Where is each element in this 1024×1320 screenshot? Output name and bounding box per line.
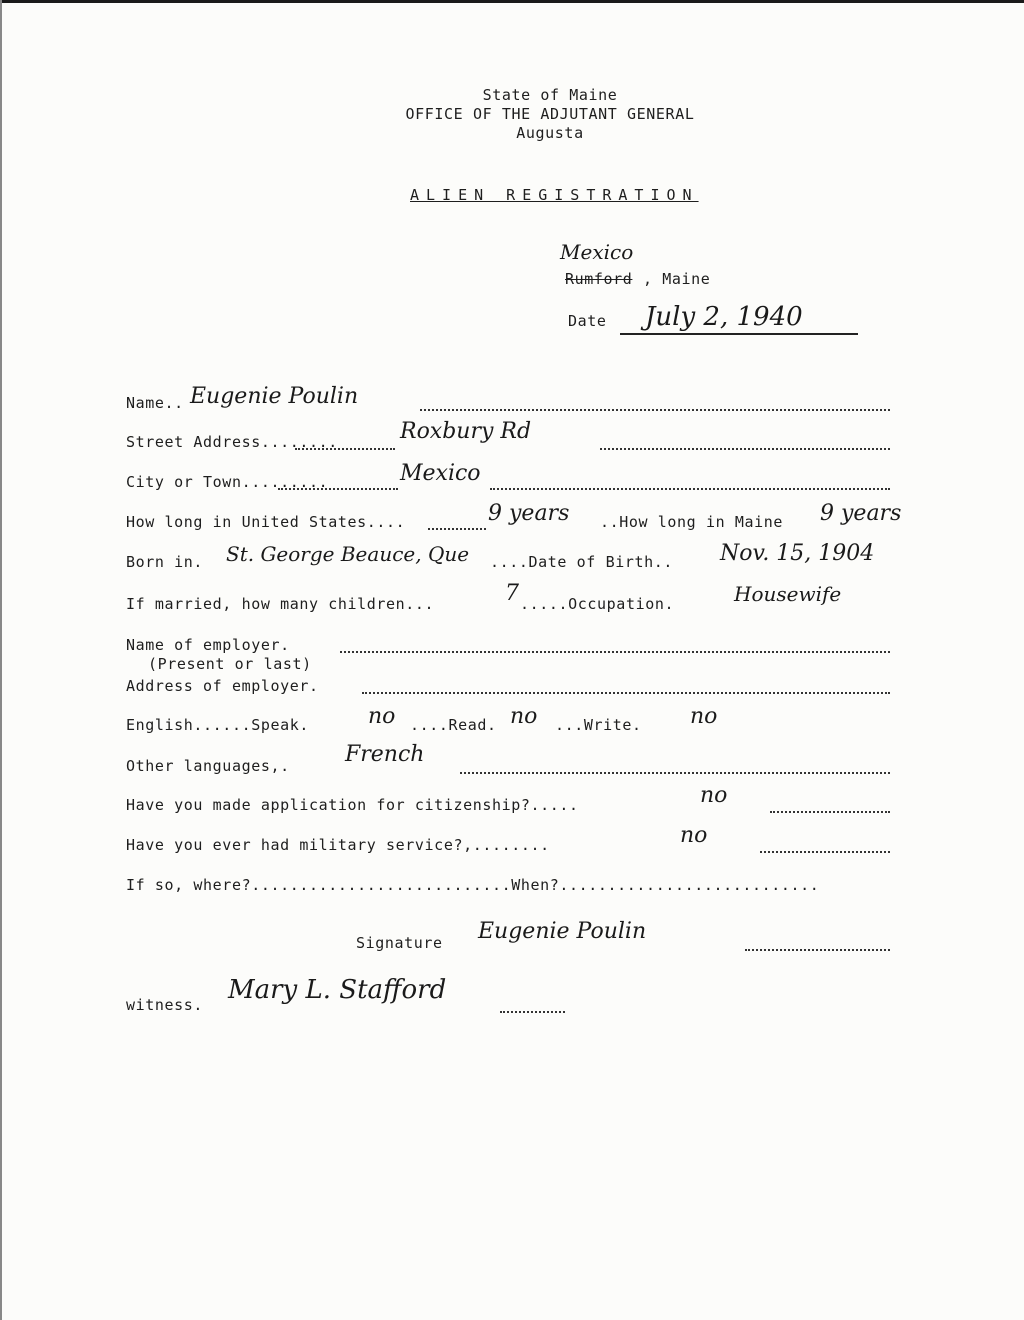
value-how-long-maine: 9 years <box>820 501 902 526</box>
leader-dots <box>600 448 890 450</box>
place-state: , Maine <box>643 270 711 288</box>
header-city: Augusta <box>516 124 584 142</box>
label-where-when: If so, where?...........................When?........................... <box>126 876 820 894</box>
label-how-long-us: How long in United States.... <box>126 513 406 531</box>
label-how-long-maine: ..How long in Maine <box>600 513 783 531</box>
value-read: no <box>510 704 538 729</box>
value-street: Roxbury Rd <box>400 419 532 444</box>
leader-dots <box>760 851 890 853</box>
leader-dots <box>362 692 890 694</box>
place-correction: Mexico <box>560 240 634 264</box>
value-name: Eugenie Poulin <box>190 384 359 409</box>
label-city: City or Town......... <box>126 473 329 491</box>
value-write: no <box>690 704 718 729</box>
label-write: ...Write. <box>555 716 642 734</box>
label-read: ....Read. <box>410 716 497 734</box>
value-signature: Eugenie Poulin <box>478 919 647 944</box>
date-value: July 2, 1940 <box>645 302 803 332</box>
value-dob: Nov. 15, 1904 <box>720 541 875 566</box>
label-employer: Name of employer. <box>126 636 290 654</box>
label-citizenship: Have you made application for citizenship?..... <box>126 796 579 814</box>
scan-edge <box>0 0 2 1320</box>
date-label: Date <box>568 312 607 330</box>
leader-dots <box>745 949 890 951</box>
label-street: Street Address........ <box>126 433 338 451</box>
leader-dots <box>420 409 890 411</box>
value-city: Mexico <box>400 461 481 486</box>
header-office: OFFICE OF THE ADJUTANT GENERAL <box>405 105 695 123</box>
label-english: English......Speak. <box>126 716 309 734</box>
leader-dots <box>340 651 890 653</box>
label-military: Have you ever had military service?,........ <box>126 836 550 854</box>
value-speak: no <box>368 704 396 729</box>
place-typed: Rumford <box>565 270 633 288</box>
leader-dots <box>278 488 398 490</box>
date-underline <box>620 333 858 335</box>
value-how-long-us: 9 years <box>488 501 570 526</box>
header-state: State of Maine <box>482 86 618 104</box>
scan-edge <box>0 0 1024 3</box>
leader-dots <box>500 1011 565 1013</box>
value-military: no <box>680 823 708 848</box>
leader-dots <box>490 488 890 490</box>
label-employer-note: (Present or last) <box>148 655 312 673</box>
leader-dots <box>460 772 890 774</box>
label-witness: witness. <box>126 996 204 1014</box>
label-occupation: .....Occupation. <box>520 595 675 613</box>
leader-dots <box>428 528 486 530</box>
label-other-languages: Other languages,. <box>126 757 290 775</box>
label-employer-address: Address of employer. <box>126 677 319 695</box>
value-witness: Mary L. Stafford <box>228 975 447 1005</box>
leader-dots <box>295 448 395 450</box>
label-born-in: Born in. <box>126 553 204 571</box>
label-name: Name.. <box>126 394 184 412</box>
value-occupation: Housewife <box>734 582 842 606</box>
label-children: If married, how many children... <box>126 595 435 613</box>
label-dob: ....Date of Birth.. <box>490 553 673 571</box>
value-citizenship: no <box>700 783 728 808</box>
value-children: 7 <box>505 581 519 606</box>
form-title: ALIEN REGISTRATION <box>410 186 699 204</box>
label-signature: Signature <box>356 934 443 952</box>
value-born-in: St. George Beauce, Que <box>226 542 470 566</box>
value-other-languages: French <box>345 742 425 767</box>
leader-dots <box>770 811 890 813</box>
